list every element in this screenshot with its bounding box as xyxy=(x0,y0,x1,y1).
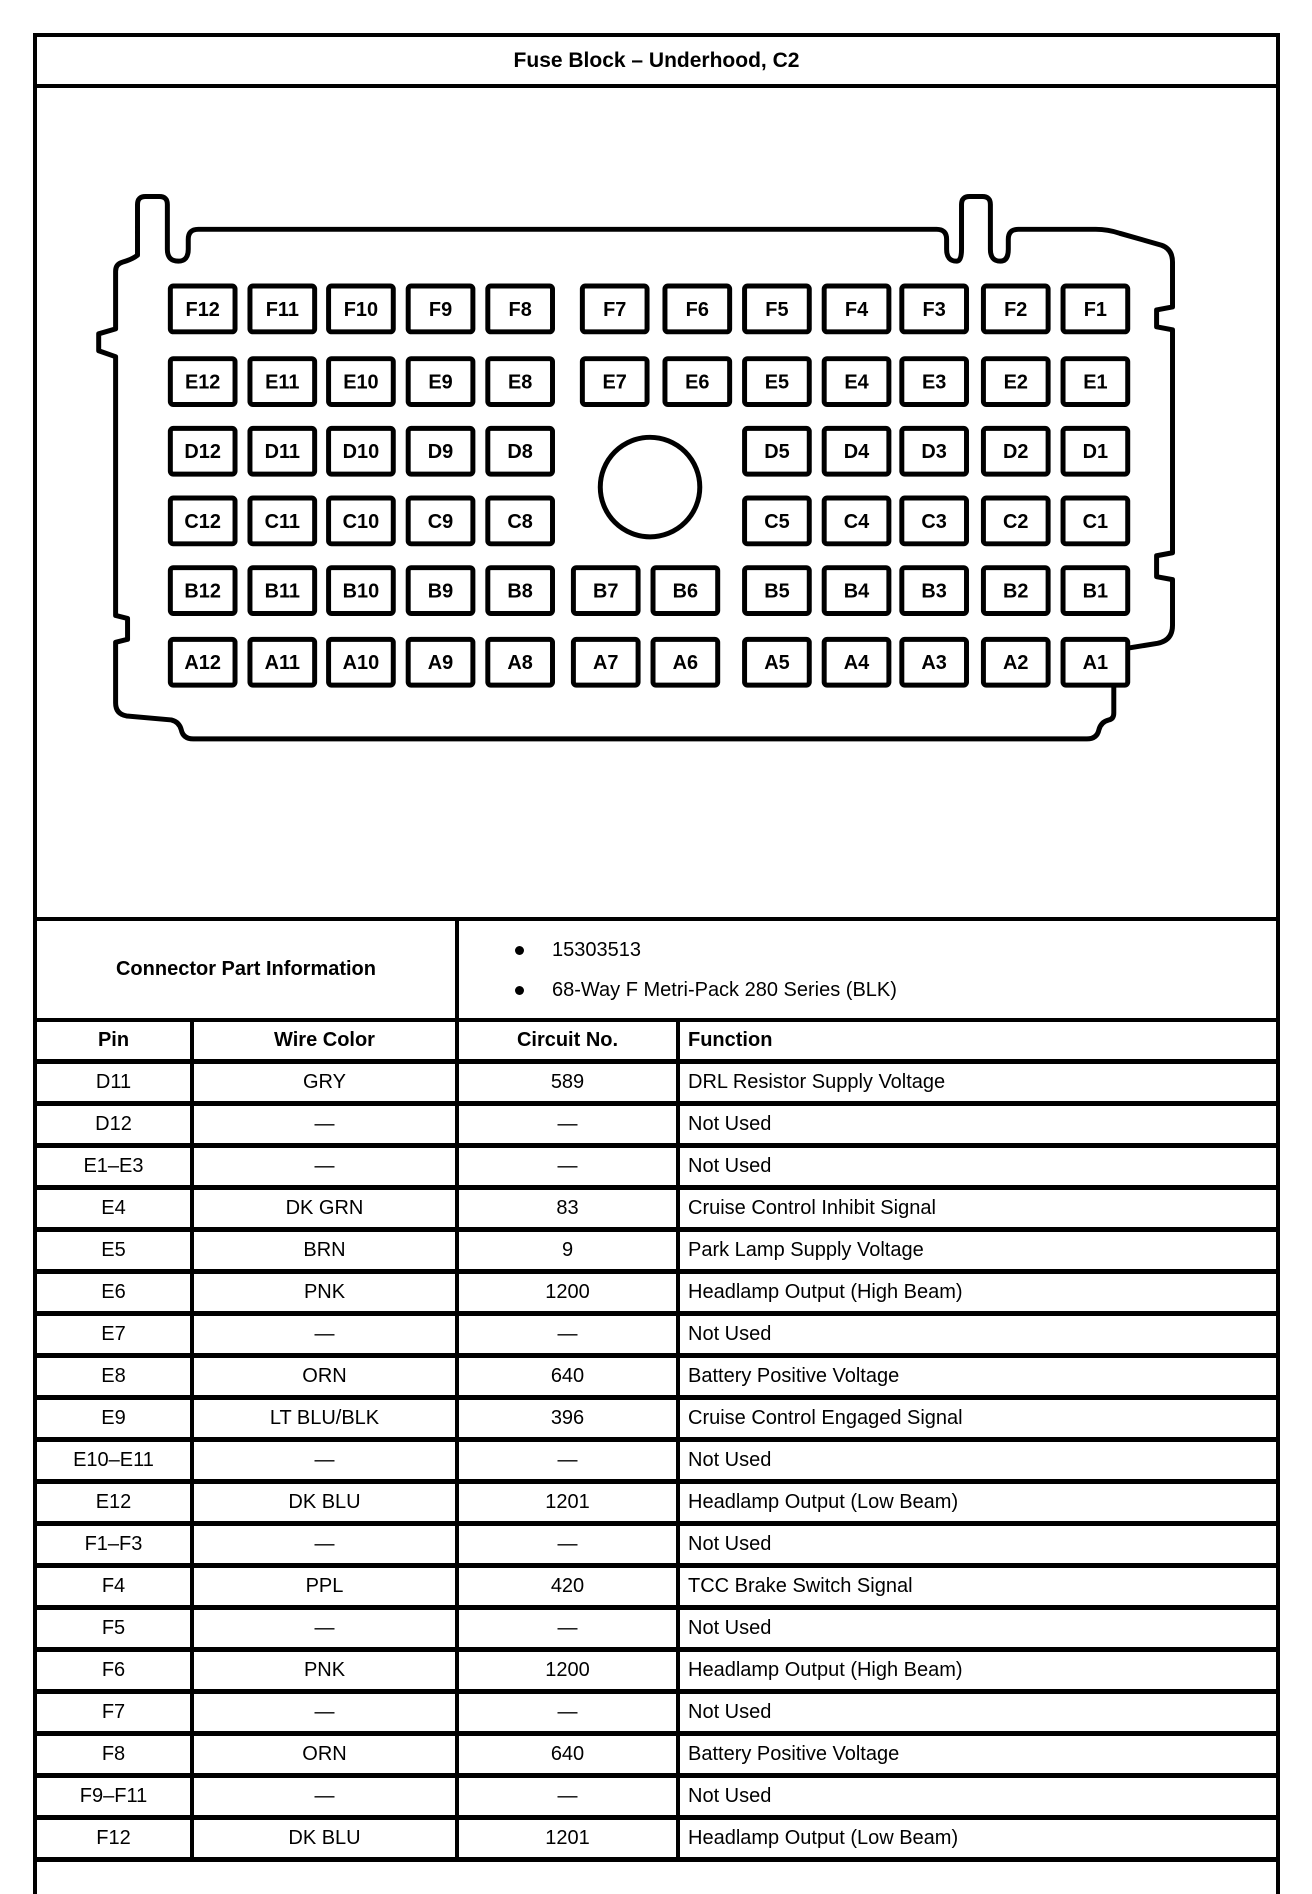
pin-label: F4 xyxy=(844,298,869,321)
pin-box-d12 xyxy=(170,428,235,474)
cell-pin: D12 xyxy=(95,1113,132,1135)
pin-box-a9 xyxy=(408,639,473,685)
table-row xyxy=(37,1568,1276,1610)
pin-box-d1 xyxy=(1063,428,1128,474)
pin-label: A12 xyxy=(184,652,221,675)
pin-label: D9 xyxy=(427,441,454,464)
cell-circuit-no: 9 xyxy=(455,1232,676,1269)
cell-pin: E9 xyxy=(101,1407,126,1429)
pin-label: F12 xyxy=(185,298,220,321)
header-pin: Pin xyxy=(97,1029,130,1051)
pin-box-a3 xyxy=(902,639,967,685)
pin-label: B8 xyxy=(507,580,533,603)
pin-box-f10 xyxy=(329,286,394,332)
pin-label: A10 xyxy=(342,652,380,675)
pin-box-d3 xyxy=(902,428,967,474)
pin-box-f12 xyxy=(170,286,235,332)
pin-box-a11 xyxy=(250,639,315,685)
pin-box-c11 xyxy=(250,498,315,544)
table-row xyxy=(37,1736,1276,1778)
pin-box-a12 xyxy=(170,639,235,685)
cell-wire-color: DK BLU xyxy=(190,1820,455,1857)
bullet-icon xyxy=(515,946,524,955)
pin-label: E9 xyxy=(428,371,453,394)
pin-box-f6 xyxy=(665,286,730,332)
pin-box-b10 xyxy=(329,568,394,614)
cell-function: Park Lamp Supply Voltage xyxy=(676,1232,1276,1269)
cell-pin: F6 xyxy=(101,1659,126,1681)
pin-box-e7 xyxy=(582,359,647,405)
cell-circuit-no: 396 xyxy=(455,1400,676,1437)
pin-label: F1 xyxy=(1083,298,1107,321)
cell-circuit-no: — xyxy=(455,1526,676,1563)
pin-box-f1 xyxy=(1063,286,1128,332)
cell-circuit-no: — xyxy=(455,1106,676,1143)
pin-box-f7 xyxy=(582,286,647,332)
pin-box-d10 xyxy=(329,428,394,474)
pin-label: D5 xyxy=(764,441,790,464)
pin-label: A11 xyxy=(264,652,301,675)
pin-label: B2 xyxy=(1003,580,1029,603)
cell-circuit-no: — xyxy=(455,1316,676,1353)
table-row xyxy=(37,1148,1276,1190)
pin-label: B9 xyxy=(427,580,454,603)
pin-box-e9 xyxy=(408,359,473,405)
pin-box-e4 xyxy=(824,359,889,405)
pin-label: C10 xyxy=(342,510,380,533)
page-title: Fuse Block – Underhood, C2 xyxy=(37,37,1276,88)
pin-label: E10 xyxy=(343,371,379,394)
cell-circuit-no: 83 xyxy=(455,1190,676,1227)
pin-box-f9 xyxy=(408,286,473,332)
pin-box-e10 xyxy=(329,359,394,405)
pin-label: F11 xyxy=(265,298,299,321)
pin-label: A5 xyxy=(764,652,790,675)
pin-box-a7 xyxy=(573,639,638,685)
cell-pin: F4 xyxy=(101,1575,126,1597)
pin-box-d2 xyxy=(983,428,1048,474)
cell-function: Battery Positive Voltage xyxy=(676,1736,1276,1773)
pin-box-f2 xyxy=(983,286,1048,332)
table-header-row xyxy=(37,1022,1276,1064)
table-row xyxy=(37,1526,1276,1568)
cell-function: Not Used xyxy=(676,1316,1276,1353)
cell-circuit-no: — xyxy=(455,1778,676,1815)
alignment-hole xyxy=(600,437,700,537)
pin-box-b6 xyxy=(653,568,718,614)
pin-label: C9 xyxy=(427,510,454,533)
pin-box-f4 xyxy=(824,286,889,332)
pin-label: D8 xyxy=(507,441,533,464)
pin-box-e8 xyxy=(488,359,553,405)
cell-circuit-no: 640 xyxy=(455,1358,676,1395)
pin-box-e2 xyxy=(983,359,1048,405)
pin-box-d8 xyxy=(488,428,553,474)
pin-box-b3 xyxy=(902,568,967,614)
cell-circuit-no: 420 xyxy=(455,1568,676,1605)
pin-box-e5 xyxy=(745,359,810,405)
table-row xyxy=(37,1106,1276,1148)
pin-box-f8 xyxy=(488,286,553,332)
cell-wire-color: PNK xyxy=(190,1652,455,1689)
pin-box-b4 xyxy=(824,568,889,614)
pin-label: B10 xyxy=(342,580,380,603)
pin-label: F8 xyxy=(508,298,532,321)
pin-label: A9 xyxy=(427,652,454,675)
pin-label: E12 xyxy=(184,371,221,394)
pin-box-c10 xyxy=(329,498,394,544)
pin-box-b7 xyxy=(573,568,638,614)
pin-label: A7 xyxy=(593,652,619,675)
pin-box-d9 xyxy=(408,428,473,474)
cell-wire-color: — xyxy=(190,1442,455,1479)
pin-label: B5 xyxy=(764,580,790,603)
cell-function: Headlamp Output (High Beam) xyxy=(676,1652,1276,1689)
cell-function: Battery Positive Voltage xyxy=(676,1358,1276,1395)
cell-pin: E10–E11 xyxy=(73,1449,154,1471)
cell-function: Not Used xyxy=(676,1526,1276,1563)
connector-part-information-list xyxy=(455,921,1276,1018)
pin-box-a8 xyxy=(488,639,553,685)
pin-label: D11 xyxy=(264,441,301,464)
pin-label: F5 xyxy=(765,298,789,321)
pin-label: C11 xyxy=(264,510,301,533)
cell-wire-color: BRN xyxy=(190,1232,455,1269)
cell-pin: E7 xyxy=(101,1323,126,1345)
pin-box-e11 xyxy=(250,359,315,405)
pin-label: C1 xyxy=(1082,510,1109,533)
table-row xyxy=(37,1316,1276,1358)
table-row xyxy=(37,1820,1276,1862)
document-frame xyxy=(33,33,1280,1894)
pin-label: D2 xyxy=(1003,441,1029,464)
pin-box-c2 xyxy=(983,498,1048,544)
connector-diagram-svg xyxy=(37,88,1276,917)
cell-function: Headlamp Output (Low Beam) xyxy=(676,1820,1276,1857)
pin-label: A6 xyxy=(672,652,699,675)
pin-label: E8 xyxy=(507,371,533,394)
pin-label: E11 xyxy=(265,371,300,394)
pin-box-c8 xyxy=(488,498,553,544)
pin-box-f11 xyxy=(250,286,315,332)
pin-box-d4 xyxy=(824,428,889,474)
pin-box-c9 xyxy=(408,498,473,544)
cell-function: TCC Brake Switch Signal xyxy=(676,1568,1276,1605)
header-wire-color: Wire Color xyxy=(190,1022,455,1059)
cell-function: Not Used xyxy=(676,1778,1276,1815)
cell-pin: D11 xyxy=(95,1071,132,1093)
pin-label: D3 xyxy=(921,441,947,464)
pin-label: A1 xyxy=(1082,652,1109,675)
pin-label: E5 xyxy=(764,371,790,394)
table-row xyxy=(37,1484,1276,1526)
pin-label: A3 xyxy=(921,652,947,675)
part-info-item: 68-Way F Metri-Pack 280 Series (BLK) xyxy=(515,971,1276,1011)
cell-circuit-no: — xyxy=(455,1442,676,1479)
pin-box-a6 xyxy=(653,639,718,685)
cell-pin: F8 xyxy=(101,1743,126,1765)
pin-label: F6 xyxy=(685,298,709,321)
cell-function: Not Used xyxy=(676,1694,1276,1731)
cell-wire-color: DK BLU xyxy=(190,1484,455,1521)
pin-box-c4 xyxy=(824,498,889,544)
cell-wire-color: PPL xyxy=(190,1568,455,1605)
cell-circuit-no: 1201 xyxy=(455,1820,676,1857)
pin-label: E7 xyxy=(602,371,627,394)
cell-function: Cruise Control Engaged Signal xyxy=(676,1400,1276,1437)
pin-box-b12 xyxy=(170,568,235,614)
pin-box-d11 xyxy=(250,428,315,474)
cell-function: Headlamp Output (Low Beam) xyxy=(676,1484,1276,1521)
cell-wire-color: PNK xyxy=(190,1274,455,1311)
table-row xyxy=(37,1400,1276,1442)
cell-function: Not Used xyxy=(676,1106,1276,1143)
pin-label: C4 xyxy=(843,510,870,533)
pin-label: B1 xyxy=(1082,580,1109,603)
pin-box-e12 xyxy=(170,359,235,405)
pin-label: F7 xyxy=(603,298,627,321)
cell-wire-color: LT BLU/BLK xyxy=(190,1400,455,1437)
cell-pin: F7 xyxy=(101,1701,126,1723)
pin-box-c12 xyxy=(170,498,235,544)
pin-label: F9 xyxy=(428,298,453,321)
cell-circuit-no: — xyxy=(455,1694,676,1731)
pin-label: C3 xyxy=(921,510,947,533)
table-row xyxy=(37,1694,1276,1736)
pin-label: B7 xyxy=(593,580,619,603)
cell-circuit-no: — xyxy=(455,1610,676,1647)
pin-label: D10 xyxy=(342,441,380,464)
table-row xyxy=(37,1778,1276,1820)
table-row xyxy=(37,1610,1276,1652)
pin-box-a4 xyxy=(824,639,889,685)
pin-box-a10 xyxy=(329,639,394,685)
cell-pin: F5 xyxy=(101,1617,126,1639)
table-row xyxy=(37,1652,1276,1694)
pin-box-f3 xyxy=(902,286,967,332)
cell-pin: E6 xyxy=(101,1281,126,1303)
pin-label: F2 xyxy=(1004,298,1028,321)
pin-label: A8 xyxy=(507,652,533,675)
pin-label: C8 xyxy=(507,510,533,533)
pin-box-d5 xyxy=(745,428,810,474)
pin-box-c1 xyxy=(1063,498,1128,544)
cell-circuit-no: 640 xyxy=(455,1736,676,1773)
table-row xyxy=(37,1190,1276,1232)
cell-function: Not Used xyxy=(676,1610,1276,1647)
cell-wire-color: — xyxy=(190,1610,455,1647)
pin-box-b8 xyxy=(488,568,553,614)
cell-circuit-no: 1200 xyxy=(455,1274,676,1311)
pin-box-b11 xyxy=(250,568,315,614)
pin-label: F10 xyxy=(343,298,379,321)
pin-box-a1 xyxy=(1063,639,1128,685)
cell-function: Headlamp Output (High Beam) xyxy=(676,1274,1276,1311)
cell-circuit-no: 1201 xyxy=(455,1484,676,1521)
connector-figure xyxy=(37,88,1276,921)
cell-wire-color: — xyxy=(190,1106,455,1143)
cell-wire-color: DK GRN xyxy=(190,1190,455,1227)
pin-box-c3 xyxy=(902,498,967,544)
header-circuit-no: Circuit No. xyxy=(455,1022,676,1059)
cell-pin: E12 xyxy=(95,1491,132,1513)
cell-function: Cruise Control Inhibit Signal xyxy=(676,1190,1276,1227)
cell-wire-color: — xyxy=(190,1526,455,1563)
connector-part-information-label: Connector Part Information xyxy=(115,958,376,980)
pin-box-f5 xyxy=(745,286,810,332)
pin-box-a5 xyxy=(745,639,810,685)
pin-label: C2 xyxy=(1003,510,1029,533)
cell-wire-color: GRY xyxy=(190,1064,455,1101)
pin-box-a2 xyxy=(983,639,1048,685)
pin-label: C5 xyxy=(764,510,790,533)
pin-label: B6 xyxy=(672,580,699,603)
pin-label: D1 xyxy=(1082,441,1109,464)
pin-label: B11 xyxy=(264,580,301,603)
pin-label: A4 xyxy=(843,652,870,675)
cell-wire-color: — xyxy=(190,1694,455,1731)
cell-wire-color: — xyxy=(190,1778,455,1815)
table-row xyxy=(37,1442,1276,1484)
connector-part-information-row xyxy=(37,921,1276,1022)
table-row xyxy=(37,1064,1276,1106)
pin-box-e3 xyxy=(902,359,967,405)
pin-label: B4 xyxy=(843,580,870,603)
table-row xyxy=(37,1358,1276,1400)
pin-label: B3 xyxy=(921,580,947,603)
cell-pin: E5 xyxy=(101,1239,126,1261)
cell-circuit-no: 589 xyxy=(455,1064,676,1101)
pin-label: E2 xyxy=(1003,371,1028,394)
pin-label: E3 xyxy=(921,371,947,394)
pin-box-b1 xyxy=(1063,568,1128,614)
table-row xyxy=(37,1232,1276,1274)
pin-label: B12 xyxy=(184,580,221,603)
cell-pin: E8 xyxy=(101,1365,126,1387)
pin-label: F3 xyxy=(922,298,946,321)
cell-pin: F1–F3 xyxy=(84,1533,143,1555)
cell-function: DRL Resistor Supply Voltage xyxy=(676,1064,1276,1101)
pin-box-c5 xyxy=(745,498,810,544)
header-function: Function xyxy=(676,1022,1276,1059)
cell-circuit-no: — xyxy=(455,1148,676,1185)
cell-function: Not Used xyxy=(676,1442,1276,1479)
cell-wire-color: — xyxy=(190,1316,455,1353)
pin-label: E1 xyxy=(1083,371,1108,394)
pin-box-e1 xyxy=(1063,359,1128,405)
pin-label: A2 xyxy=(1003,652,1029,675)
cell-wire-color: ORN xyxy=(190,1736,455,1773)
cell-wire-color: ORN xyxy=(190,1358,455,1395)
pin-box-b5 xyxy=(745,568,810,614)
pin-label: C12 xyxy=(184,510,221,533)
cell-wire-color: — xyxy=(190,1148,455,1185)
part-info-item: 15303513 xyxy=(515,931,1276,971)
pin-label: E4 xyxy=(844,371,869,394)
cell-function: Not Used xyxy=(676,1148,1276,1185)
cell-pin: F9–F11 xyxy=(79,1785,148,1807)
pin-box-b9 xyxy=(408,568,473,614)
pin-box-b2 xyxy=(983,568,1048,614)
cell-pin: F12 xyxy=(96,1827,131,1849)
cell-circuit-no: 1200 xyxy=(455,1652,676,1689)
cell-pin: E1–E3 xyxy=(83,1155,144,1177)
table-row xyxy=(37,1274,1276,1316)
table-body xyxy=(37,1064,1276,1862)
pin-label: D4 xyxy=(843,441,870,464)
pin-box-e6 xyxy=(665,359,730,405)
cell-pin: E4 xyxy=(101,1197,126,1219)
pin-label: E6 xyxy=(685,371,710,394)
pin-label: D12 xyxy=(184,441,221,464)
bullet-icon xyxy=(515,986,524,995)
